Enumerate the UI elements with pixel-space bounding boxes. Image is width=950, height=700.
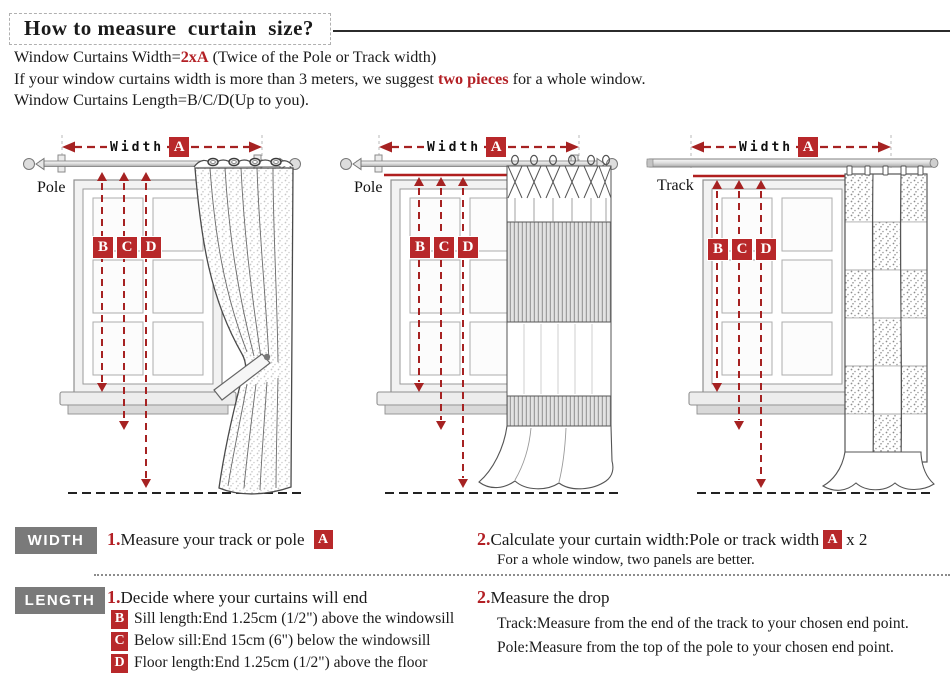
measure-a-badge: A (798, 137, 818, 157)
bcd-badges (92, 236, 162, 259)
list-item (111, 631, 454, 651)
intro-text (14, 47, 646, 112)
item-text: Sill length:End 1.25cm (1/2") above the windowsill (134, 610, 455, 627)
list-item (111, 609, 454, 629)
length-step-1 (107, 587, 367, 608)
curtain-header (507, 166, 611, 222)
length-item-list (111, 609, 454, 675)
bcd-badges (409, 236, 479, 259)
track-note: Track:Measure from the end of the track to your chosen end point. (497, 615, 909, 632)
step-text: Measure the drop (490, 587, 610, 607)
pole-label: Pole (354, 179, 383, 196)
measure-c-badge: C (731, 238, 753, 261)
width-step-2 (477, 529, 867, 550)
page-title: How to measure curtain size? (9, 13, 331, 45)
step-number: 1. (107, 529, 121, 549)
pole-label: Pole (37, 179, 66, 196)
measure-c-badge: C (433, 236, 455, 259)
measure-a-badge: A (486, 137, 506, 157)
measure-d-badge: D (140, 236, 162, 259)
width-note: For a whole window, two panels are better. (497, 552, 755, 568)
measure-b-badge: B (409, 236, 431, 259)
curtain-skirt (479, 426, 613, 489)
width-measure-label (736, 137, 818, 157)
width-label-text: Width (424, 140, 484, 155)
measure-b-badge: B (92, 236, 114, 259)
tieback-hook (264, 354, 270, 360)
drop-notes (497, 612, 909, 660)
measure-a-badge: A (169, 137, 189, 157)
intro-line-3: Window Curtains Length=B/C/D(Up to you). (14, 91, 309, 109)
width-measure-label (107, 137, 189, 157)
step-number: 1. (107, 587, 121, 607)
width-measure-label (424, 137, 506, 157)
length-step-2 (477, 587, 609, 608)
diagram-pole-tietop (321, 130, 633, 522)
diagram-pole-grommet (4, 130, 316, 522)
measure-d-badge: D (755, 238, 777, 261)
diagram-track-checkered (633, 130, 945, 522)
step-text: Calculate your curtain width:Pole or track width (490, 529, 820, 549)
sill-graphic (689, 392, 865, 414)
measure-a-badge: A (314, 530, 333, 549)
bcd-badges (707, 238, 777, 261)
window-graphic (703, 180, 851, 393)
item-text: Below sill:End 15cm (6") below the windowsill (134, 632, 431, 649)
step-text: Measure your track or pole (120, 529, 305, 549)
pole-note: Pole:Measure from the top of the pole to your chosen end point. (497, 639, 894, 656)
measure-b-badge: B (707, 238, 729, 261)
width-section-heading: WIDTH (15, 527, 97, 554)
step-number: 2. (477, 587, 491, 607)
width-label-text: Width (107, 140, 167, 155)
checker-cells (845, 174, 927, 462)
width-label-text: Width (736, 140, 796, 155)
intro-line-2: If your window curtains width is more than 3 meters, we suggest two pieces for a whole window. (14, 69, 646, 88)
two-pieces-highlight: two pieces (437, 69, 509, 88)
track-label: Track (657, 177, 694, 194)
step-number: 2. (477, 529, 491, 549)
list-item (111, 653, 454, 673)
intro-line-1: Window Curtains Width=2xA (Twice of the Pole or Track width) (14, 48, 437, 66)
curtain-band-1 (507, 222, 611, 322)
title-rule (333, 30, 950, 32)
curtain-mid (507, 322, 611, 396)
sill-graphic (60, 392, 236, 414)
width-step-1 (107, 529, 337, 550)
track-graphic (647, 159, 938, 168)
measure-c-badge: C (111, 632, 128, 651)
section-divider (94, 574, 950, 576)
curtain-band-2 (507, 396, 611, 426)
step-suffix: x 2 (846, 529, 868, 549)
measure-b-badge: B (111, 610, 128, 629)
step-text: Decide where your curtains will end (120, 587, 368, 607)
item-text: Floor length:End 1.25cm (1/2") above the floor (134, 654, 428, 671)
width-formula: 2xA (180, 48, 209, 66)
measure-d-badge: D (457, 236, 479, 259)
measure-c-badge: C (116, 236, 138, 259)
length-section-heading: LENGTH (15, 587, 105, 614)
curtain-skirt (823, 452, 934, 490)
measure-a-badge: A (823, 530, 842, 549)
measure-d-badge: D (111, 654, 128, 673)
